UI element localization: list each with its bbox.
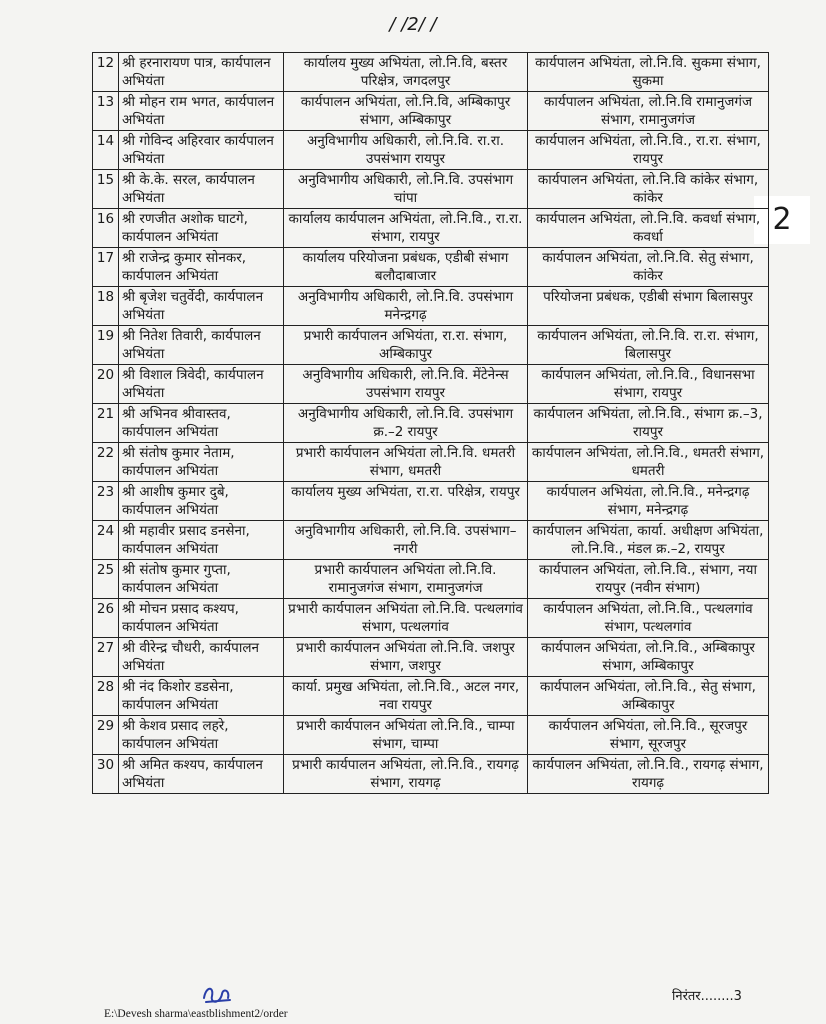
serial-number-cell: 24 bbox=[93, 521, 119, 560]
officer-name-cell: श्री हरनारायण पात्र, कार्यपालन अभियंता bbox=[119, 53, 284, 92]
side-page-number: 2 bbox=[754, 196, 810, 244]
serial-number-cell: 28 bbox=[93, 677, 119, 716]
officer-name-cell: श्री नंद किशोर डडसेना, कार्यपालन अभियंता bbox=[119, 677, 284, 716]
officer-name-cell: श्री विशाल त्रिवेदी, कार्यपालन अभियंता bbox=[119, 365, 284, 404]
new-posting-cell: परियोजना प्रबंधक, एडीबी संभाग बिलासपुर bbox=[528, 287, 769, 326]
serial-number-cell: 25 bbox=[93, 560, 119, 599]
serial-number-cell: 29 bbox=[93, 716, 119, 755]
new-posting-cell: कार्यपालन अभियंता, लो.नि.वि., धमतरी संभाग, धमतरी bbox=[528, 443, 769, 482]
serial-number-cell: 27 bbox=[93, 638, 119, 677]
officer-name-cell: श्री अभिनव श्रीवास्तव, कार्यपालन अभियंता bbox=[119, 404, 284, 443]
new-posting-cell: कार्यपालन अभियंता, लो.नि.वि., पत्थलगांव संभाग, पत्थलगांव bbox=[528, 599, 769, 638]
new-posting-cell: कार्यपालन अभियंता, लो.नि.वि. सुकमा संभाग, सुकमा bbox=[528, 53, 769, 92]
officer-name-cell: श्री गोविन्द अहिरवार कार्यपालन अभियंता bbox=[119, 131, 284, 170]
new-posting-cell: कार्यपालन अभियंता, लो.नि.वि., अम्बिकापुर संभाग, अम्बिकापुर bbox=[528, 638, 769, 677]
current-posting-cell: अनुविभागीय अधिकारी, लो.नि.वि. मेंटेनेन्स उपसंभाग रायपुर bbox=[284, 365, 528, 404]
current-posting-cell: प्रभारी कार्यपालन अभियंता लो.नि.वि. जशपुर संभाग, जशपुर bbox=[284, 638, 528, 677]
table-row bbox=[93, 170, 769, 209]
current-posting-cell: अनुविभागीय अधिकारी, लो.नि.वि. रा.रा. उपसंभाग रायपुर bbox=[284, 131, 528, 170]
current-posting-cell: प्रभारी कार्यपालन अभियंता लो.नि.वि. धमतरी संभाग, धमतरी bbox=[284, 443, 528, 482]
transfer-orders-table bbox=[92, 52, 769, 794]
table-row bbox=[93, 443, 769, 482]
current-posting-cell: कार्यपालन अभियंता, लो.नि.वि, अम्बिकापुर संभाग, अम्बिकापुर bbox=[284, 92, 528, 131]
current-posting-cell: प्रभारी कार्यपालन अभियंता लो.नि.वि., चाम्पा संभाग, चाम्पा bbox=[284, 716, 528, 755]
new-posting-cell: कार्यपालन अभियंता, लो.नि.वि., विधानसभा संभाग, रायपुर bbox=[528, 365, 769, 404]
current-posting-cell: अनुविभागीय अधिकारी, लो.नि.वि. उपसंभाग मनेन्द्रगढ़ bbox=[284, 287, 528, 326]
table-row bbox=[93, 53, 769, 92]
new-posting-cell: कार्यपालन अभियंता, लो.नि.वि., सेतु संभाग, अम्बिकापुर bbox=[528, 677, 769, 716]
serial-number-cell: 12 bbox=[93, 53, 119, 92]
current-posting-cell: अनुविभागीय अधिकारी, लो.नि.वि. उपसंभाग क्र.–2 रायपुर bbox=[284, 404, 528, 443]
serial-number-cell: 30 bbox=[93, 755, 119, 794]
officer-name-cell: श्री संतोष कुमार गुप्ता, कार्यपालन अभियंता bbox=[119, 560, 284, 599]
table-row bbox=[93, 521, 769, 560]
new-posting-cell: कार्यपालन अभियंता, लो.नि.वि. सेतु संभाग, कांकेर bbox=[528, 248, 769, 287]
table-row bbox=[93, 599, 769, 638]
new-posting-cell: कार्यपालन अभियंता, लो.नि.वि., सूरजपुर संभाग, सूरजपुर bbox=[528, 716, 769, 755]
table-row bbox=[93, 209, 769, 248]
officer-name-cell: श्री अमित कश्यप, कार्यपालन अभियंता bbox=[119, 755, 284, 794]
table-row bbox=[93, 677, 769, 716]
new-posting-cell: कार्यपालन अभियंता, लो.नि.वि., रायगढ़ संभाग, रायगढ़ bbox=[528, 755, 769, 794]
officer-name-cell: श्री राजेन्द्र कुमार सोनकर, कार्यपालन अभियंता bbox=[119, 248, 284, 287]
page-marker: / /2/ / bbox=[389, 14, 437, 35]
serial-number-cell: 19 bbox=[93, 326, 119, 365]
serial-number-cell: 21 bbox=[93, 404, 119, 443]
officer-name-cell: श्री बृजेश चतुर्वेदी, कार्यपालन अभियंता bbox=[119, 287, 284, 326]
serial-number-cell: 16 bbox=[93, 209, 119, 248]
table-row bbox=[93, 482, 769, 521]
table-row bbox=[93, 755, 769, 794]
new-posting-cell: कार्यपालन अभियंता, लो.नि.वि. कवर्धा संभाग, कवर्धा bbox=[528, 209, 769, 248]
current-posting-cell: अनुविभागीय अधिकारी, लो.नि.वि. उपसंभाग–नगरी bbox=[284, 521, 528, 560]
table-row bbox=[93, 248, 769, 287]
file-path: E:\Devesh sharma\eastblishment2/order bbox=[104, 1008, 288, 1020]
current-posting-cell: कार्यालय कार्यपालन अभियंता, लो.नि.वि., रा.रा. संभाग, रायपुर bbox=[284, 209, 528, 248]
officer-name-cell: श्री केशव प्रसाद लहरे, कार्यपालन अभियंता bbox=[119, 716, 284, 755]
current-posting-cell: अनुविभागीय अधिकारी, लो.नि.वि. उपसंभाग चांपा bbox=[284, 170, 528, 209]
serial-number-cell: 22 bbox=[93, 443, 119, 482]
current-posting-cell: प्रभारी कार्यपालन अभियंता लो.नि.वि. पत्थलगांव संभाग, पत्थलगांव bbox=[284, 599, 528, 638]
current-posting-cell: कार्यालय मुख्य अभियंता, लो.नि.वि, बस्तर परिक्षेत्र, जगदलपुर bbox=[284, 53, 528, 92]
serial-number-cell: 14 bbox=[93, 131, 119, 170]
new-posting-cell: कार्यपालन अभियंता, लो.नि.वि रामानुजगंज संभाग, रामानुजगंज bbox=[528, 92, 769, 131]
table-row bbox=[93, 716, 769, 755]
serial-number-cell: 20 bbox=[93, 365, 119, 404]
new-posting-cell: कार्यपालन अभियंता, लो.नि.वि., संभाग क्र.–3, रायपुर bbox=[528, 404, 769, 443]
officer-name-cell: श्री नितेश तिवारी, कार्यपालन अभियंता bbox=[119, 326, 284, 365]
current-posting-cell: प्रभारी कार्यपालन अभियंता, लो.नि.वि., रायगढ़ संभाग, रायगढ़ bbox=[284, 755, 528, 794]
new-posting-cell: कार्यपालन अभियंता, लो.नि.वि., रा.रा. संभाग, रायपुर bbox=[528, 131, 769, 170]
serial-number-cell: 18 bbox=[93, 287, 119, 326]
current-posting-cell: प्रभारी कार्यपालन अभियंता लो.नि.वि. रामानुजगंज संभाग, रामानुजगंज bbox=[284, 560, 528, 599]
officer-name-cell: श्री के.के. सरल, कार्यपालन अभियंता bbox=[119, 170, 284, 209]
current-posting-cell: कार्या. प्रमुख अभियंता, लो.नि.वि., अटल नगर, नवा रायपुर bbox=[284, 677, 528, 716]
initials-signature bbox=[200, 982, 234, 1008]
serial-number-cell: 17 bbox=[93, 248, 119, 287]
current-posting-cell: प्रभारी कार्यपालन अभियंता, रा.रा. संभाग, अम्बिकापुर bbox=[284, 326, 528, 365]
officer-name-cell: श्री संतोष कुमार नेताम, कार्यपालन अभियंता bbox=[119, 443, 284, 482]
new-posting-cell: कार्यपालन अभियंता, लो.नि.वि., मनेन्द्रगढ़ संभाग, मनेन्द्रगढ़ bbox=[528, 482, 769, 521]
table-row bbox=[93, 404, 769, 443]
table-row bbox=[93, 131, 769, 170]
table-row bbox=[93, 365, 769, 404]
new-posting-cell: कार्यपालन अभियंता, लो.नि.वि कांकेर संभाग, कांकेर bbox=[528, 170, 769, 209]
officer-name-cell: श्री मोहन राम भगत, कार्यपालन अभियंता bbox=[119, 92, 284, 131]
serial-number-cell: 23 bbox=[93, 482, 119, 521]
officer-name-cell: श्री वीरेन्द्र चौधरी, कार्यपालन अभियंता bbox=[119, 638, 284, 677]
table-row bbox=[93, 287, 769, 326]
table-row bbox=[93, 638, 769, 677]
table-row bbox=[93, 326, 769, 365]
new-posting-cell: कार्यपालन अभियंता, लो.नि.वि. रा.रा. संभाग, बिलासपुर bbox=[528, 326, 769, 365]
officer-name-cell: श्री आशीष कुमार दुबे, कार्यपालन अभियंता bbox=[119, 482, 284, 521]
table-body bbox=[93, 53, 769, 794]
table-row bbox=[93, 560, 769, 599]
officer-name-cell: श्री महावीर प्रसाद डनसेना, कार्यपालन अभियंता bbox=[119, 521, 284, 560]
serial-number-cell: 13 bbox=[93, 92, 119, 131]
serial-number-cell: 15 bbox=[93, 170, 119, 209]
new-posting-cell: कार्यपालन अभियंता, लो.नि.वि., संभाग, नया रायपुर (नवीन संभाग) bbox=[528, 560, 769, 599]
table-row bbox=[93, 92, 769, 131]
current-posting-cell: कार्यालय मुख्य अभियंता, रा.रा. परिक्षेत्र, रायपुर bbox=[284, 482, 528, 521]
officer-name-cell: श्री रणजीत अशोक घाटगे, कार्यपालन अभियंता bbox=[119, 209, 284, 248]
new-posting-cell: कार्यपालन अभियंता, कार्या. अधीक्षण अभियंता, लो.नि.वि., मंडल क्र.–2, रायपुर bbox=[528, 521, 769, 560]
current-posting-cell: कार्यालय परियोजना प्रबंधक, एडीबी संभाग बलौदाबाजार bbox=[284, 248, 528, 287]
serial-number-cell: 26 bbox=[93, 599, 119, 638]
officer-name-cell: श्री मोचन प्रसाद कश्यप, कार्यपालन अभियंता bbox=[119, 599, 284, 638]
continuation-note: निरंतर........3 bbox=[672, 989, 742, 1004]
